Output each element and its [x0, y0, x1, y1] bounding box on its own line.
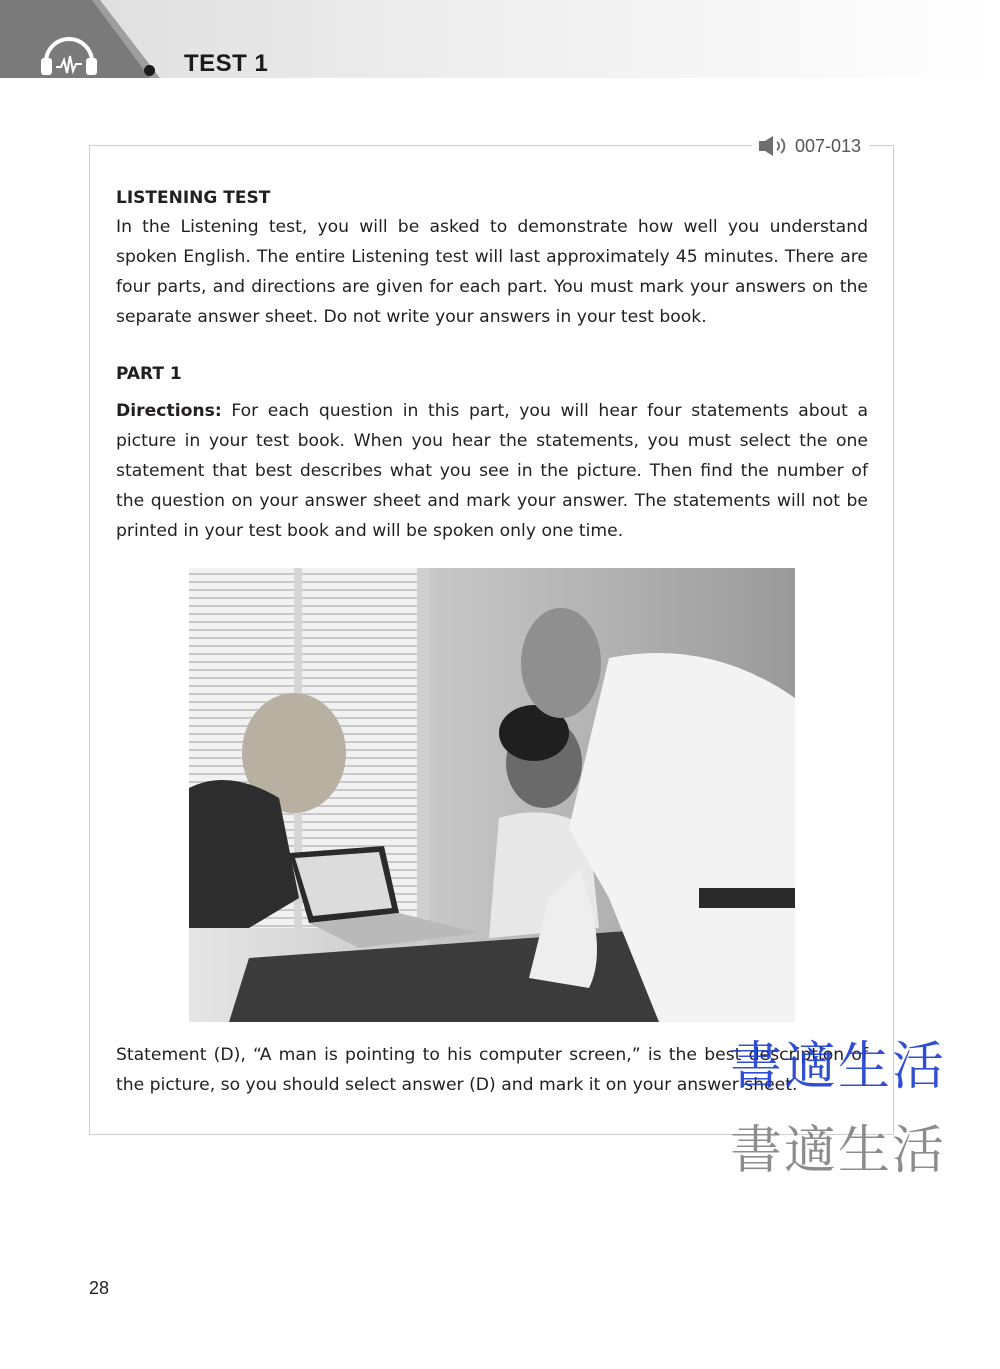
part1-section [116, 364, 868, 546]
speaker-icon [758, 136, 790, 156]
listening-test-heading: LISTENING TEST [116, 188, 271, 208]
part1-heading: PART 1 [116, 364, 182, 384]
example-photo [189, 568, 795, 1022]
office-meeting-illustration [189, 568, 795, 1022]
directions-label: Directions: [116, 401, 222, 421]
page-number: 28 [89, 1278, 110, 1298]
watermark-blue: 書適生活 [730, 1037, 947, 1097]
directions-body: For each question in this part, you will hear four statements about a picture in your test book. When you hear the statements, you must select the one statement that best describes what you see in the picture. Then find the number of the question on your answer sheet and mark your answer. The statements will not be printed in your test book and will be spoken only one time. [116, 401, 868, 541]
page-title: TEST 1 [184, 50, 269, 77]
listening-test-section [116, 188, 868, 332]
example-statement: Statement (D), “A man is pointing to his computer screen,” is the best description of the picture, so you should select answer (D) and mark it on your answer sheet. [116, 1045, 868, 1095]
audio-track-number: 007-013 [795, 135, 862, 156]
part1-directions [116, 396, 868, 546]
audio-track-tag [752, 134, 869, 158]
listening-test-body: In the Listening test, you will be asked to demonstrate how well you understand spoken English. The entire Listening test will last approximately 45 minutes. There are four parts, and directions are given for each part. You must mark your answers on the separate answer sheet. Do not write your answers in your test book. [116, 217, 868, 327]
header-dot [144, 65, 155, 76]
headphones-icon [38, 34, 100, 76]
watermark-gray: 書適生活 [730, 1121, 947, 1181]
